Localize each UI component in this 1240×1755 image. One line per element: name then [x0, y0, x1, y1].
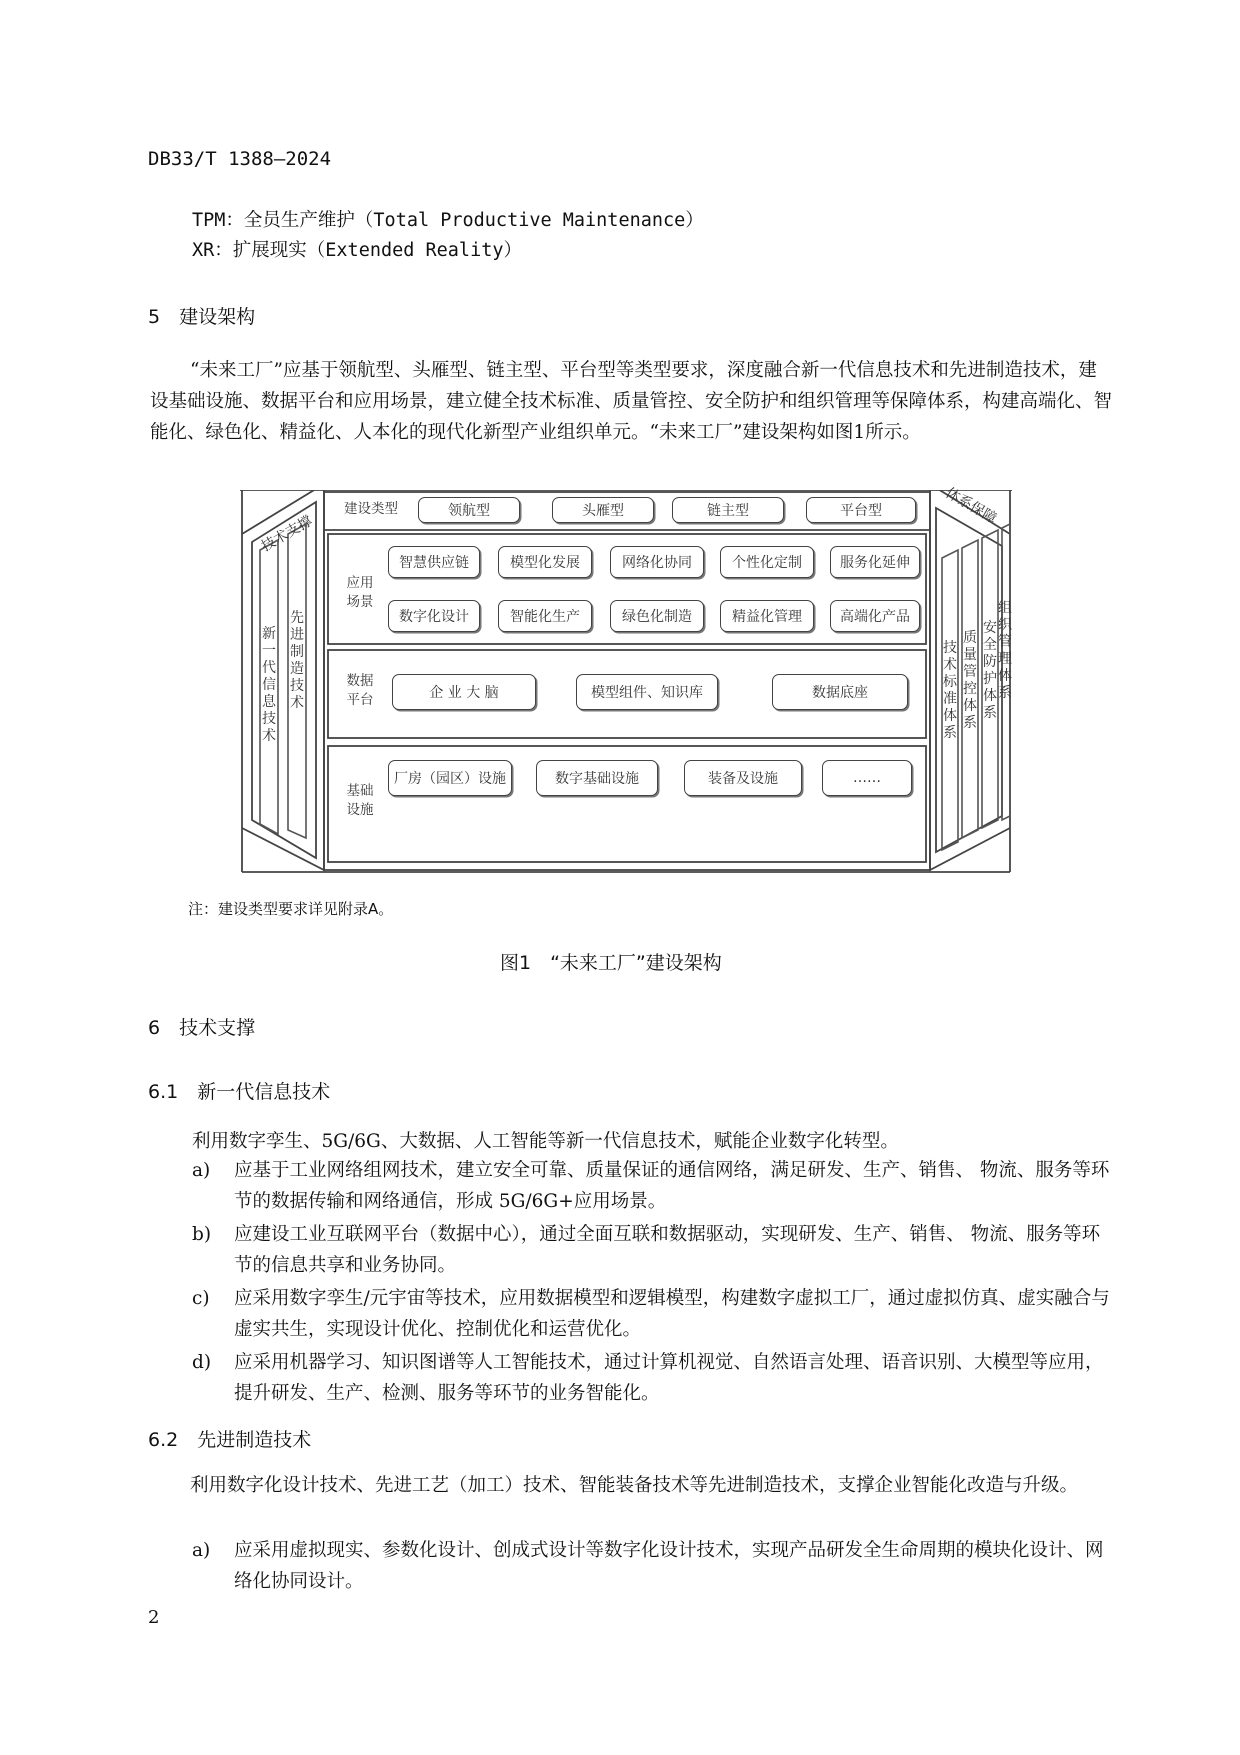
app-scenario-box: 智能化生产	[498, 600, 592, 632]
build-type-box: 平台型	[806, 497, 916, 523]
build-type-box: 领航型	[418, 497, 520, 523]
list-item-text: 应采用机器学习、知识图谱等人工智能技术，通过计算机视觉、自然语言处理、语音识别、大模型等应用，提升研发、生产、检测、服务等环节的业务智能化。	[234, 1352, 1104, 1404]
tech-support-title: 技术支撑	[258, 513, 316, 555]
list-item-label: d)	[192, 1352, 212, 1373]
app-scenario-box: 绿色化制造	[610, 600, 704, 632]
infrastructure-box: 数字基础设施	[536, 760, 658, 796]
build-type-box: 链主型	[672, 497, 784, 523]
app-scenario-box: 模型化发展	[498, 546, 592, 578]
left-column-text: 新一代信息技术	[262, 626, 276, 744]
list-item-label: b)	[192, 1224, 212, 1245]
list-item-text: 应建设工业互联网平台（数据中心），通过全面互联和数据驱动，实现研发、生产、销售、 物流、服务等环节的信息共享和业务协同。	[234, 1224, 1101, 1276]
list-item-text: 应采用虚拟现实、参数化设计、创成式设计等数字化设计技术，实现产品研发全生命周期的模块化设计、网络化协同设计。	[234, 1540, 1104, 1592]
system-guarantee-title: 体系保障	[942, 485, 1000, 527]
abbreviation-xr: XR：扩展现实（Extended Reality）	[192, 240, 522, 261]
app-scenario-box: 网络化协同	[610, 546, 704, 578]
app-scenario-box: 精益化管理	[720, 600, 814, 632]
architecture-figure	[240, 485, 1012, 874]
figure-note: 注：建设类型要求详见附录A。	[188, 900, 394, 918]
section-6-2-intro-text: 利用数字化设计技术、先进工艺（加工）技术、智能装备技术等先进制造技术，支撑企业智能化改造与升级。	[190, 1475, 1079, 1496]
data-platform-box: 企 业 大 脑	[392, 674, 536, 710]
app-scenario-box: 智慧供应链	[388, 546, 480, 578]
list-item-text: 应基于工业网络组网技术，建立安全可靠、质量保证的通信网络，满足研发、生产、销售、 物流、服务等环节的数据传输和网络通信，形成 5G/6G+应用场景。	[234, 1160, 1110, 1212]
section-6-heading: 6 技术支撑	[148, 1017, 256, 1039]
build-types-label: 建设类型	[344, 501, 398, 517]
data-platform-box: 模型组件、知识库	[576, 674, 718, 710]
section-5-paragraph-text: “未来工厂”应基于领航型、头雁型、链主型、平台型等类型要求，深度融合新一代信息技术和先进制造技术，建设基础设施、数据平台和应用场景，建立健全技术标准、质量管控、安全防护和组织管理等保障体系，构建高端化、智能化、绿色化、精益化、人本化的现代化新型产业组织单元。“未来工厂”建设架构如图1所示。	[150, 360, 1113, 443]
right-column-text: 安全防护体系	[983, 620, 997, 721]
app-scenario-box: 数字化设计	[388, 600, 480, 632]
infrastructure-label: 基础 设施	[346, 783, 374, 818]
list-item-label: a)	[192, 1540, 211, 1561]
section-6-2-heading: 6.2 先进制造技术	[148, 1429, 312, 1451]
app-scenario-box: 高端化产品	[830, 600, 920, 632]
data-platform-label: 数据 平台	[346, 673, 374, 708]
left-column-text: 先进制造技术	[290, 610, 304, 711]
app-scenario-box: 服务化延伸	[830, 546, 920, 578]
list-item	[150, 1535, 1115, 1597]
section-6-2-intro	[150, 1470, 1115, 1501]
build-type-box: 头雁型	[552, 497, 654, 523]
section-5-heading: 5 建设架构	[148, 306, 256, 328]
right-column-text: 组织管理体系	[998, 600, 1012, 701]
list-item-text: 应采用数字孪生/元宇宙等技术，应用数据模型和逻辑模型，构建数字虚拟工厂，通过虚拟仿真、虚实融合与虚实共生，实现设计优化、控制优化和运营优化。	[234, 1288, 1110, 1340]
list-item-label: c)	[192, 1288, 210, 1309]
right-column-text: 质量管控体系	[963, 630, 977, 731]
list-item-label: a)	[192, 1160, 211, 1181]
list-item	[150, 1155, 1115, 1217]
page-number: 2	[148, 1607, 160, 1628]
infrastructure-box: 装备及设施	[684, 760, 802, 796]
infrastructure-box: 厂房（园区）设施	[388, 760, 512, 796]
section-6-1-intro: 利用数字孪生、5G/6G、大数据、人工智能等新一代信息技术，赋能企业数字化转型。	[192, 1131, 899, 1152]
document-code: DB33/T 1388—2024	[148, 148, 332, 170]
list-item	[150, 1283, 1115, 1345]
list-item	[150, 1347, 1115, 1409]
infrastructure-box: ……	[822, 760, 912, 796]
list-item	[150, 1219, 1115, 1281]
data-platform-box: 数据底座	[772, 674, 908, 710]
figure-caption: 图1 “未来工厂”建设架构	[500, 952, 722, 974]
app-scenarios-label: 应用 场景	[346, 575, 374, 610]
abbreviation-tpm: TPM：全员生产维护（Total Productive Maintenance）	[192, 210, 704, 231]
section-6-1-heading: 6.1 新一代信息技术	[148, 1081, 331, 1103]
section-5-paragraph	[150, 355, 1115, 448]
right-column-text: 技术标准体系	[943, 640, 957, 741]
app-scenario-box: 个性化定制	[720, 546, 814, 578]
